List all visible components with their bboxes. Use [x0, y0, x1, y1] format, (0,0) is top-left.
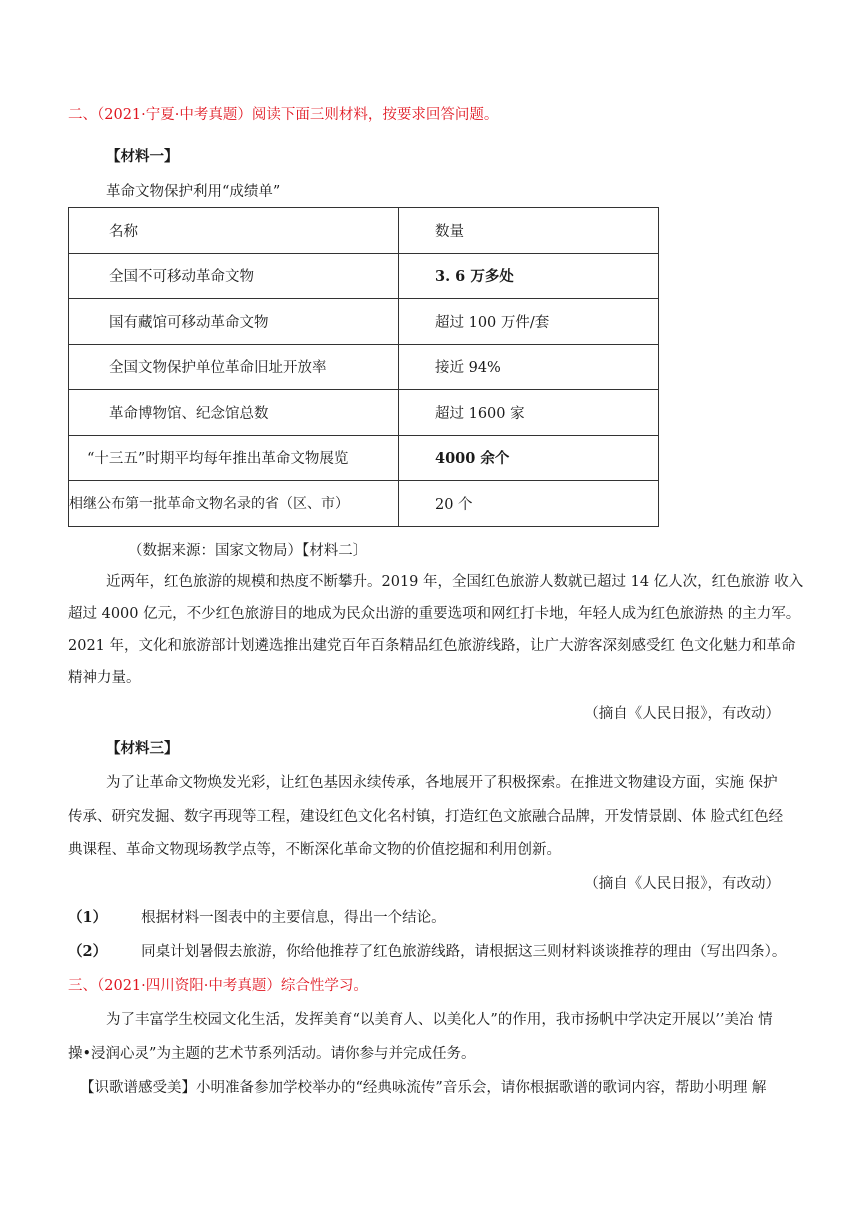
table-row — [69, 208, 659, 254]
data-source-note: （数据来源：国家文物局）【材料二〕 — [128, 543, 368, 559]
table-cell: 超过 100 万件/套 — [435, 314, 550, 331]
question-3-header — [68, 974, 368, 995]
table-cell: 4000 余个 — [435, 450, 510, 468]
table-cell: 国有藏馆可移动革命文物 — [109, 314, 269, 331]
sub-question-number: （2） — [68, 943, 108, 960]
question-number: 二、 — [68, 107, 97, 123]
sub-question-number: （1） — [68, 909, 108, 926]
table-cell: 超过 1600 家 — [435, 405, 525, 422]
table-row — [69, 253, 659, 299]
question-source: （2021·宁夏·中考真题） — [97, 107, 252, 123]
sub-question-2 — [68, 940, 786, 961]
table-row — [69, 299, 659, 345]
m3-line-2: 传承、研究发掘、数字再现等工程，建设红色文化名村镇，打造红色文旅融合品牌，开发情景剧、体 脸式红色经 — [68, 809, 784, 825]
table-cell: 20 个 — [435, 496, 473, 513]
table-cell: “十三五”时期平均每年推出革命文物展览 — [87, 451, 349, 468]
heritage-table — [68, 207, 659, 527]
q3-line-1: 为了丰富学生校园文化生活，发挥美育“以美育人、以美化人”的作用，我市扬帆中学决定开展以’’美冶 情 — [106, 1012, 773, 1028]
question-prompt: 综合性学习。 — [280, 978, 368, 994]
question-source: （2021·四川资阳·中考真题） — [97, 978, 281, 994]
table-cell: 名称 — [109, 223, 138, 240]
m3-line-3: 典课程、革命文物现场教学点等，不断深化革命文物的价值挖掘和利用创新。 — [68, 842, 561, 858]
m3-line-1: 为了让革命文物焕发光彩，让红色基因永续传承，各地展开了积极探索。在推进文物建设方面，实施 保护 — [106, 775, 778, 791]
m2-line-1: 近两年，红色旅游的规模和热度不断攀升。2019 年，全国红色旅游人数就已超过 14 亿人次，红色旅游 收入 — [106, 574, 804, 590]
table-cell: 数量 — [435, 223, 464, 240]
m2-citation: （摘自《人民日报》，有改动） — [584, 706, 780, 722]
material-3-heading: 【材料三】 — [106, 740, 179, 757]
table-row — [69, 481, 659, 527]
q3-line-3: 【识歌谱感受美】小明准备参加学校举办的“经典咏流传”音乐会，请你根据歌谱的歌词内容，帮助小明理 解 — [80, 1080, 767, 1096]
m3-citation: （摘自《人民日报》，有改动） — [584, 876, 780, 892]
table-cell: 革命博物馆、纪念馆总数 — [109, 405, 269, 422]
question-number: 三、 — [68, 978, 97, 994]
question-2-header — [68, 103, 498, 124]
sub-question-1 — [68, 906, 446, 927]
sub-question-text: 根据材料一图表中的主要信息，得出一个结论。 — [141, 910, 446, 926]
m2-line-3: 2021 年，文化和旅游部计划遴选推出建党百年百条精品红色旅游线路，让广大游客深刻感受红 色文化魅力和革命 — [68, 638, 796, 654]
m2-line-4: 精神力量。 — [68, 670, 141, 686]
table-row — [69, 435, 659, 481]
table-cell: 接近 94% — [435, 360, 501, 377]
table-cell: 相继公布第一批革命文物名录的省（区、市） — [69, 496, 349, 513]
table-row — [69, 390, 659, 436]
table-cell: 全国不可移动革命文物 — [109, 269, 254, 286]
material-1-heading: 【材料一】 — [106, 148, 179, 165]
question-prompt: 阅读下面三则材料，按要求回答问题。 — [251, 107, 499, 123]
table-cell: 3. 6 万多处 — [435, 268, 514, 286]
table-cell: 全国文物保护单位革命旧址开放率 — [109, 360, 327, 377]
table-caption: 革命文物保护利用“成绩单” — [106, 184, 281, 200]
q3-line-2: 操•浸润心灵”为主题的艺术节系列活动。请你参与并完成任务。 — [68, 1046, 476, 1062]
table-row — [69, 344, 659, 390]
sub-question-text: 同桌计划暑假去旅游，你给他推荐了红色旅游线路，请根据这三则材料谈谈推荐的理由（写出四条）。 — [141, 944, 787, 960]
m2-line-2: 超过 4000 亿元，不少红色旅游目的地成为民众出游的重要选项和网红打卡地，年轻人成为红色旅游热 的主力军。 — [68, 606, 801, 622]
